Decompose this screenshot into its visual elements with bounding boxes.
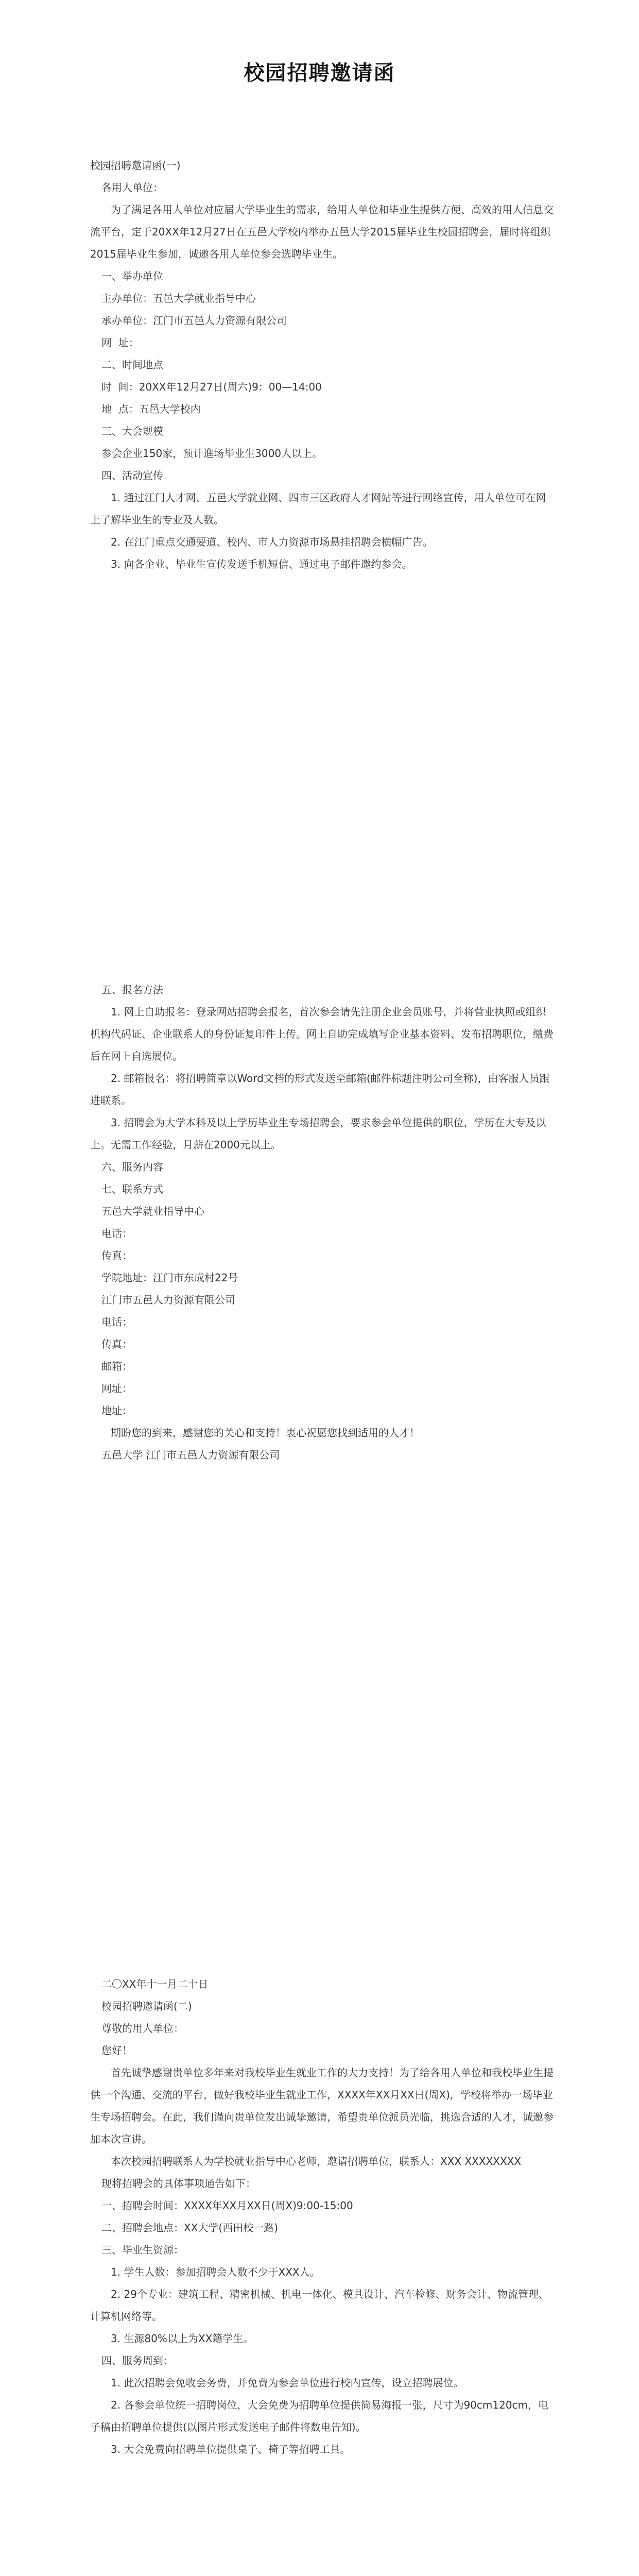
- letter2-s3-p2: 2. 29个专业：建筑工程、精密机械、机电一体化、模具设计、汽车检修、财务会计、物流管理、计算机网络等。: [90, 2288, 549, 2323]
- letter2-s4-title: 四、服务周到：: [101, 2354, 174, 2367]
- letter1-s7-addr2: 地址：: [101, 1404, 132, 1417]
- letter1-part-b: [90, 979, 554, 1466]
- letter1-s3-scale: 参会企业150家，预计進场毕业生3000人以上。: [101, 447, 323, 460]
- letter1-s4-p1: 1. 通过江门人才网、五邑大学就业网、四市三区政府人才网站等进行网络宣传，用人单位可在网上了解毕业生的专业及人数。: [90, 492, 546, 526]
- document-title: 校园招聘邀请函: [244, 61, 395, 85]
- letter1-s7-fax1: 传真：: [101, 1249, 132, 1262]
- letter2-note: 本次校园招聘联系人为学校就业指导中心老师，邀请招聘单位，联系人：XXX XXXXXXXX: [111, 2155, 522, 2167]
- letter2-s4-p2: 2. 各参会单位统一招聘岗位，大会免费为招聘单位提供简易海报一张，尺寸为90cm120cm，电子稿由招聘单位提供(以图片形式发送电子邮件将数电告知)。: [90, 2399, 549, 2433]
- letter1-s7-web2: 网址：: [101, 1382, 132, 1395]
- letter1-s5-p1: 1. 网上自助报名：登录网站招聘会报名，首次参会请先注册企业会员账号，并将营业执照或组织机构代码证、企业联系人的身份证复印件上传。网上自助完成填写企业基本资料、发布招聘职位，缴费后在网上自选展位。: [90, 1006, 554, 1062]
- letter1-greeting: 各用人单位：: [101, 181, 163, 194]
- letter1-signature: 五邑大学 江门市五邑人力资源有限公司: [101, 1449, 280, 1461]
- letter1-s4-p2: 2. 在江门重点交通要道、校内、市人力资源市场悬挂招聘会横幅广告。: [111, 536, 433, 548]
- letter1-part-a: [90, 155, 554, 575]
- letter1-s5-p2: 2. 邮箱报名：将招聘简章以Word文档的形式发送至邮箱(邮件标题注明公司全称)，由客服人员跟进联系。: [90, 1072, 550, 1107]
- letter2-date: 二〇XX年十一月二十日: [101, 1978, 209, 1990]
- letter1-s1-organizer: 承办单位：江门市五邑人力资源有限公司: [101, 314, 287, 327]
- letter1-s5-title: 五、报名方法: [101, 984, 163, 996]
- letter1-closing: 期盼您的到来，感谢您的关心和支持！衷心祝愿您找到适用的人才！: [111, 1427, 420, 1439]
- letter2-s4-p3: 3. 大会免费向招聘单位提供桌子、椅子等招聘工具。: [111, 2443, 351, 2455]
- letter1-s7-org1: 五邑大学就业指导中心: [101, 1205, 204, 1217]
- letter2-s3-p1: 1. 学生人数：参加招聘会人数不少于XXX人。: [111, 2266, 320, 2278]
- letter2-s1-title: 一、招聘会时间：XXXX年XX月XX日(周X)9:00-15:00: [101, 2199, 353, 2212]
- letter1-s7-tel1: 电话：: [101, 1227, 132, 1240]
- letter1-s7-tel2: 电话：: [101, 1316, 132, 1328]
- letter2-heading: 校园招聘邀请函(二): [101, 2000, 192, 2012]
- letter1-s1-website: 网 址：: [101, 336, 139, 349]
- letter2-s3-p3: 3. 生源80%以上为XX籍学生。: [111, 2332, 254, 2345]
- letter2-greeting: 尊敬的用人单位：: [101, 2022, 184, 2035]
- letter2-intro: 首先诚挚感谢贵单位多年来对我校毕业生就业工作的大力支持！为了给各用人单位和我校毕业生提供一个沟通、交流的平台，做好我校毕业生就业工作，XXXX年XX月XX日(周X)，学校将举办一场毕业生专场招聘会。在此，我们谨向贵单位发出诚挚邀请，希望贵单位派员光临，挑选合适的人才，诚邀参加本次宣讲。: [90, 2066, 554, 2145]
- letter2-part-a: [90, 1973, 554, 2461]
- letter2-s3-title: 三、毕业生资源：: [101, 2244, 184, 2256]
- letter2-s4-p1: 1. 此次招聘会免收会务费，并免费为参会单位进行校内宣传，设立招聘展位。: [111, 2377, 464, 2389]
- letter1-s4-title: 四、活动宣传: [101, 469, 163, 482]
- letter1-s7-addr1: 学院地址：江门市东成村22号: [101, 1272, 238, 1284]
- letter1-s6-title: 六、服务内容: [101, 1161, 163, 1173]
- letter1-s7-fax2: 传真：: [101, 1338, 132, 1350]
- letter1-s1-host: 主办单位：五邑大学就业指导中心: [101, 292, 256, 304]
- letter1-s7-email2: 邮箱：: [101, 1360, 132, 1372]
- letter2-hello: 您好！: [101, 2044, 132, 2057]
- letter1-s1-title: 一、举办单位: [101, 270, 163, 282]
- letter1-s2-title: 二、时间地点: [101, 359, 163, 371]
- letter2-schedule-lead: 现将招聘会的具体事项通告如下：: [101, 2177, 256, 2190]
- letter1-s3-title: 三、大会规模: [101, 425, 163, 437]
- letter1-s7-title: 七、联系方式: [101, 1183, 163, 1195]
- letter1-s5-p3: 3. 招聘会为大学本科及以上学历毕业生专场招聘会，要求参会单位提供的职位，学历在大专及以上。无需工作经验，月薪在2000元以上。: [90, 1116, 546, 1151]
- letter1-s2-place: 地 点：五邑大学校内: [101, 403, 201, 415]
- letter1-s2-time: 时 间：20XX年12月27日(周六)9：00—14:00: [101, 381, 322, 393]
- letter2-s2-title: 二、招聘会地点：XX大学(西田校一路): [101, 2222, 279, 2234]
- letter1-heading: 校园招聘邀请函(一): [90, 159, 181, 172]
- letter1-s4-p3: 3. 向各企业、毕业生宣传发送手机短信、通过电子邮件邀约参会。: [111, 558, 412, 570]
- letter1-s7-org2: 江门市五邑人力资源有限公司: [101, 1294, 235, 1306]
- letter1-intro: 为了满足各用人单位对应届大学毕业生的需求，给用人单位和毕业生提供方便、高效的用人信息交流平台，定于20XX年12月27日在五邑大学校内举办五邑大学2015届毕业生校园招聘会，届时将组织2015届毕业生参加，诚邀各用人单位参会选聘毕业生。: [90, 204, 554, 260]
